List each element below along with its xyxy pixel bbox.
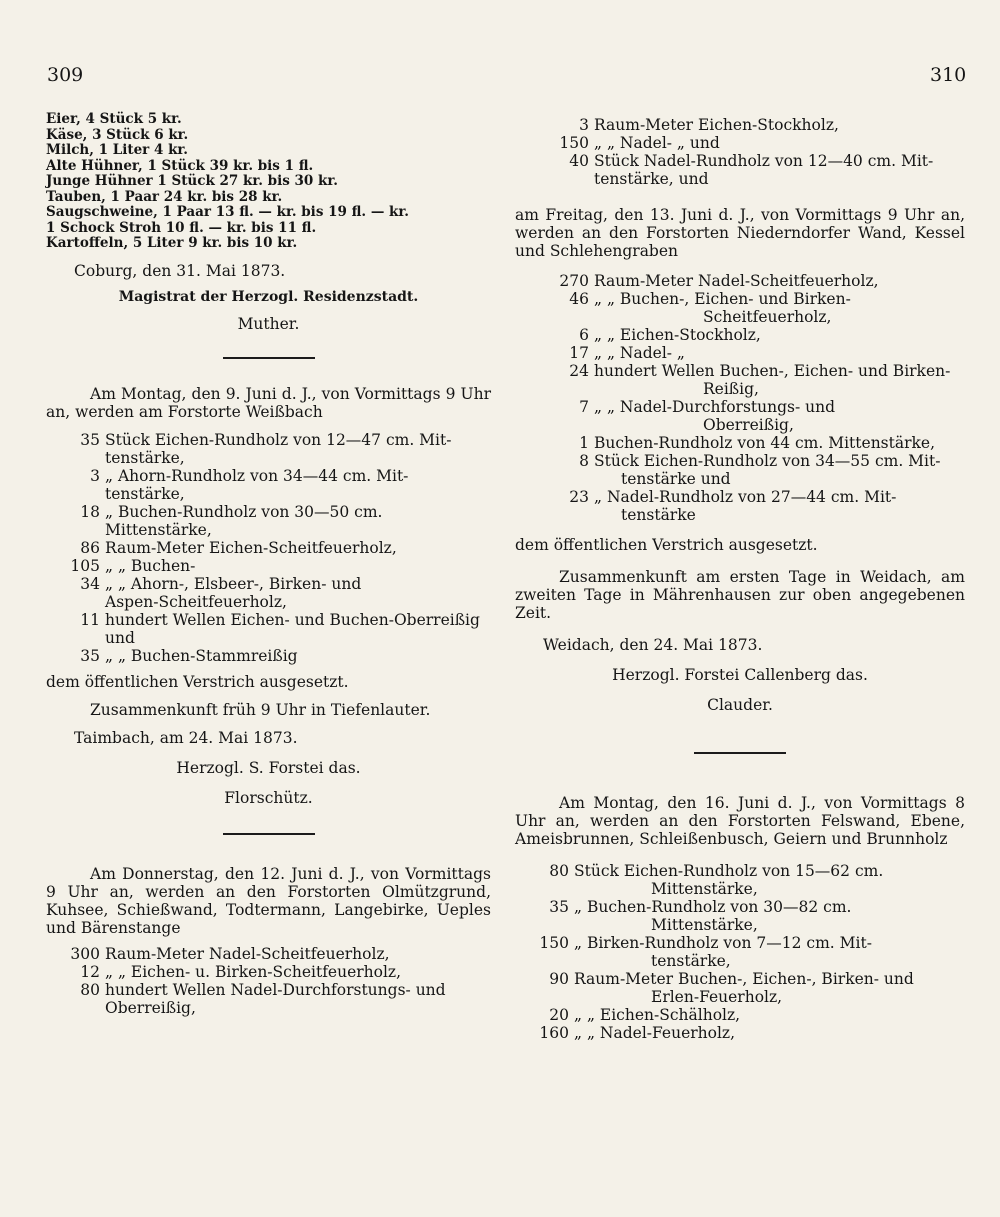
list-item — [515, 326, 965, 344]
notice-date: Taimbach, am 24. Mai 1873. — [74, 729, 298, 747]
list-item — [515, 1006, 965, 1024]
list-item — [515, 290, 965, 308]
price-line: Alte Hühner, 1 Stück 39 kr. bis 1 fl. — [46, 157, 314, 174]
item-quantity: 11 — [80, 611, 100, 629]
item-quantity: 46 — [569, 290, 589, 308]
item-quantity: 35 — [549, 898, 569, 916]
list-item — [515, 152, 965, 170]
list-item — [515, 452, 965, 470]
coburg-signature-office: Magistrat der Herzogl. Residenzstadt. — [118, 288, 419, 305]
right-column — [515, 116, 965, 1042]
item-text: „ „ Buchen- — [105, 557, 196, 575]
list-item — [515, 862, 965, 880]
list-item — [46, 503, 491, 521]
list-item — [515, 488, 965, 506]
item-text: „ „ Nadel- „ — [594, 344, 685, 362]
item-continuation: Oberreißig, — [703, 416, 794, 434]
item-continuation: und — [105, 629, 135, 647]
notice-closing: dem öffentlichen Verstrich ausgesetzt. — [46, 673, 349, 691]
item-continuation: Reißig, — [703, 380, 759, 398]
notice-signature-office: Herzogl. S. Forstei das. — [176, 759, 361, 777]
list-item — [515, 398, 965, 416]
page-number-left: 309 — [47, 64, 84, 86]
item-quantity: 1 — [579, 434, 589, 452]
price-list — [46, 112, 491, 252]
continued-items — [515, 116, 965, 188]
notice-items — [46, 945, 491, 1017]
notice-signature-name: Clauder. — [707, 696, 773, 714]
item-quantity: 23 — [569, 488, 589, 506]
notice-signature-name: Florschütz. — [224, 789, 313, 807]
item-text: „ „ Eichen-Stockholz, — [594, 326, 761, 344]
item-quantity: 90 — [549, 970, 569, 988]
left-column — [46, 112, 491, 1017]
price-line: Eier, 4 Stück 5 kr. — [46, 111, 182, 127]
list-item — [515, 344, 965, 362]
list-item — [46, 611, 491, 629]
item-text: Stück Eichen-Rundholz von 34—55 cm. Mit- — [594, 452, 941, 470]
price-line: 1 Schock Stroh 10 fl. — kr. bis 11 fl. — [46, 219, 317, 236]
item-quantity: 270 — [559, 272, 589, 290]
item-text: Raum-Meter Eichen-Scheitfeuerholz, — [105, 539, 397, 557]
notice-closing: dem öffentlichen Verstrich ausgesetzt. — [515, 536, 818, 554]
item-quantity: 86 — [80, 539, 100, 557]
list-item — [46, 539, 491, 557]
item-quantity: 17 — [569, 344, 589, 362]
item-quantity: 35 — [80, 431, 100, 449]
list-item — [515, 434, 965, 452]
list-item — [46, 647, 491, 665]
item-quantity: 7 — [579, 398, 589, 416]
item-quantity: 300 — [70, 945, 100, 963]
item-continuation: Erlen-Feuerholz, — [651, 988, 783, 1006]
item-quantity: 20 — [549, 1006, 569, 1024]
friday-intro: am Freitag, den 13. Juni d. J., von Vormittags 9 Uhr an, werden an den Forstorten Niederndorfer Wand, Kessel und Schlehengraben — [515, 206, 965, 260]
item-text: „ „ Nadel-Feuerholz, — [574, 1024, 736, 1042]
item-continuation: tenstärke, — [105, 449, 185, 467]
friday-items — [515, 272, 965, 524]
item-continuation: Mittenstärke, — [651, 880, 758, 898]
item-text: „ „ Buchen-, Eichen- und Birken- — [594, 290, 851, 308]
notice-meeting: Zusammenkunft früh 9 Uhr in Tiefenlauter. — [90, 701, 431, 719]
list-item — [46, 981, 491, 999]
item-quantity: 18 — [80, 503, 100, 521]
list-item — [515, 116, 965, 134]
coburg-signature-name: Muther. — [237, 315, 300, 333]
item-quantity: 3 — [90, 467, 100, 485]
item-text: „ „ Nadel-Durchforstungs- und — [594, 398, 836, 416]
item-text: „ Buchen-Rundholz von 30—82 cm. — [574, 898, 852, 916]
price-line: Junge Hühner 1 Stück 27 kr. bis 30 kr. — [46, 173, 338, 189]
item-continuation: tenstärke und — [621, 470, 731, 488]
list-item — [46, 945, 491, 963]
item-text: Stück Eichen-Rundholz von 12—47 cm. Mit- — [105, 431, 452, 449]
item-text: Stück Eichen-Rundholz von 15—62 cm. — [574, 862, 884, 880]
item-text: „ „ Nadel- „ und — [594, 134, 720, 152]
item-text: „ „ Buchen-Stammreißig — [105, 647, 298, 665]
item-continuation: Mittenstärke, — [651, 916, 758, 934]
item-continuation: tenstärke, — [651, 952, 731, 970]
item-quantity: 34 — [80, 575, 100, 593]
price-line: Kartoffeln, 5 Liter 9 kr. bis 10 kr. — [46, 235, 298, 251]
item-continuation: Scheitfeuerholz, — [703, 308, 832, 326]
item-quantity: 40 — [569, 152, 589, 170]
item-quantity: 12 — [80, 963, 100, 981]
notice-date: Weidach, den 24. Mai 1873. — [543, 636, 763, 654]
item-text: hundert Wellen Eichen- und Buchen-Oberreißig — [105, 611, 480, 629]
item-text: „ Birken-Rundholz von 7—12 cm. Mit- — [574, 934, 872, 952]
page-number-right: 310 — [930, 64, 967, 86]
list-item — [515, 272, 965, 290]
notice-items — [46, 431, 491, 665]
notice-meeting: Zusammenkunft am ersten Tage in Weidach, am zweiten Tage in Mährenhausen zur oben angegebenen Zeit. — [515, 568, 965, 622]
item-text: Buchen-Rundholz von 44 cm. Mittenstärke, — [594, 434, 935, 452]
item-text: Raum-Meter Nadel-Scheitfeuerholz, — [594, 272, 879, 290]
item-text: „ „ Eichen-Schälholz, — [574, 1006, 741, 1024]
item-text: hundert Wellen Nadel-Durchforstungs- und — [105, 981, 446, 999]
item-continuation: Oberreißig, — [105, 999, 196, 1017]
list-item — [46, 557, 491, 575]
list-item — [46, 431, 491, 449]
item-quantity: 24 — [569, 362, 589, 380]
list-item — [515, 934, 965, 952]
item-text: „ „ Eichen- u. Birken-Scheitfeuerholz, — [105, 963, 402, 981]
list-item — [515, 362, 965, 380]
item-text: Raum-Meter Buchen-, Eichen-, Birken- und — [574, 970, 914, 988]
list-item — [515, 1024, 965, 1042]
item-quantity: 150 — [539, 934, 569, 952]
item-text: hundert Wellen Buchen-, Eichen- und Birken- — [594, 362, 951, 380]
item-quantity: 3 — [579, 116, 589, 134]
item-quantity: 80 — [549, 862, 569, 880]
item-text: „ Nadel-Rundholz von 27—44 cm. Mit- — [594, 488, 897, 506]
item-quantity: 6 — [579, 326, 589, 344]
item-continuation: Mittenstärke, — [105, 521, 212, 539]
item-continuation: tenstärke, — [105, 485, 185, 503]
list-item — [515, 970, 965, 988]
item-text: Raum-Meter Eichen-Stockholz, — [594, 116, 839, 134]
item-quantity: 80 — [80, 981, 100, 999]
notice-intro: Am Montag, den 9. Juni d. J., von Vormittags 9 Uhr an, werden am Forstorte Weißbach — [46, 385, 491, 421]
item-text: „ „ Ahorn-, Elsbeer-, Birken- und — [105, 575, 362, 593]
notice-signature-office: Herzogl. Forstei Callenberg das. — [612, 666, 868, 684]
list-item — [46, 467, 491, 485]
item-quantity: 8 — [579, 452, 589, 470]
item-text: „ Ahorn-Rundholz von 34—44 cm. Mit- — [105, 467, 409, 485]
item-text: „ Buchen-Rundholz von 30—50 cm. — [105, 503, 383, 521]
notice-intro: Am Montag, den 16. Juni d. J., von Vormittags 8 Uhr an, werden an den Forstorten Felswand, Ebene, Ameisbrunnen, Schleißenbusch, Geiern und Brunnholz — [515, 794, 965, 848]
item-quantity: 105 — [70, 557, 100, 575]
item-text: Stück Nadel-Rundholz von 12—40 cm. Mit- — [594, 152, 934, 170]
item-continuation: Aspen-Scheitfeuerholz, — [105, 593, 287, 611]
price-line: Tauben, 1 Paar 24 kr. bis 28 kr. — [46, 188, 283, 205]
item-quantity: 150 — [559, 134, 589, 152]
price-line: Milch, 1 Liter 4 kr. — [46, 142, 189, 158]
coburg-date: Coburg, den 31. Mai 1873. — [74, 261, 286, 280]
notice-items — [515, 862, 965, 1042]
price-line: Käse, 3 Stück 6 kr. — [46, 126, 189, 143]
item-quantity: 35 — [80, 647, 100, 665]
item-quantity: 160 — [539, 1024, 569, 1042]
list-item — [46, 963, 491, 981]
list-item — [515, 134, 965, 152]
price-line: Saugschweine, 1 Paar 13 fl. — kr. bis 19 fl. — kr. — [46, 204, 409, 220]
item-continuation: tenstärke — [621, 506, 696, 524]
notice-intro: Am Donnerstag, den 12. Juni d. J., von Vormittags 9 Uhr an, werden an den Forstorten Olmützgrund, Kuhsee, Schießwand, Todtermann, Langebirke, Ueples und Bärenstange — [46, 865, 491, 937]
item-continuation: tenstärke, und — [594, 170, 709, 188]
item-text: Raum-Meter Nadel-Scheitfeuerholz, — [105, 945, 390, 963]
list-item — [515, 898, 965, 916]
list-item — [46, 575, 491, 593]
